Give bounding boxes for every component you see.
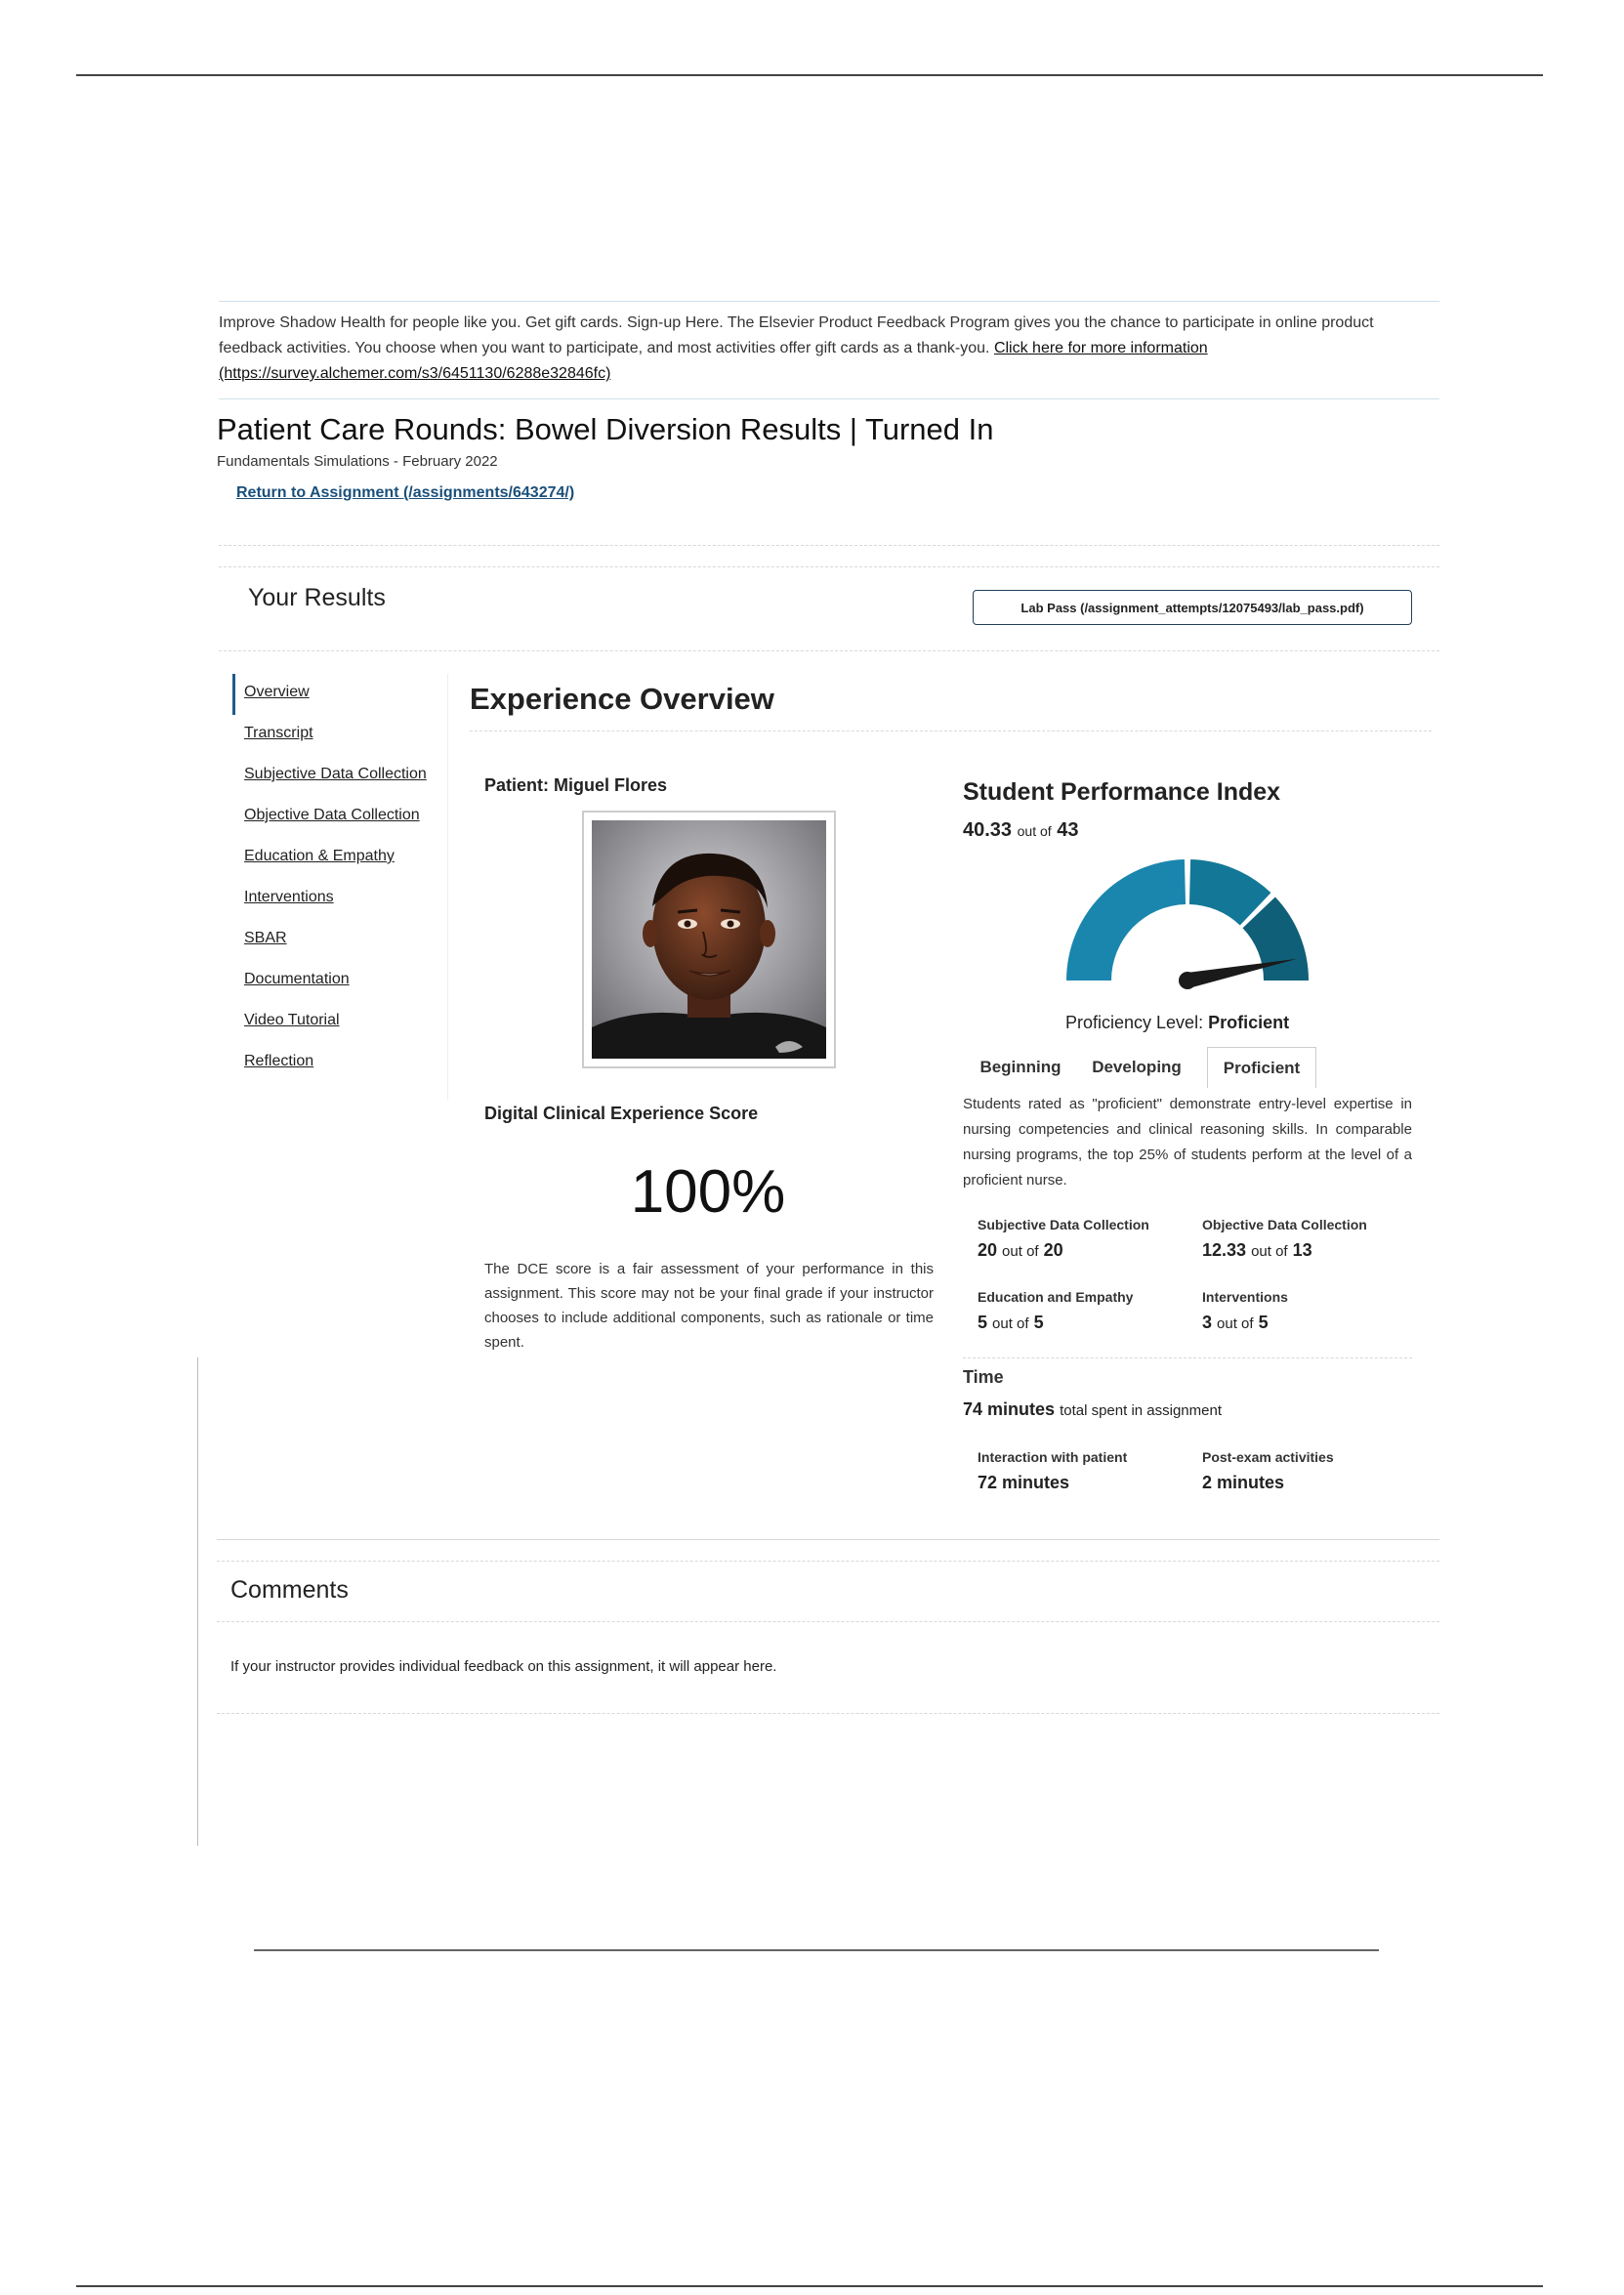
tab-proficient[interactable]: Proficient [1207,1047,1316,1088]
banner-survey-url[interactable]: (https://survey.alchemer.com/s3/6451130/6288e32846fc) [219,365,611,382]
experience-overview-title: Experience Overview [470,682,774,716]
spi-out-of: out of [1017,823,1052,839]
header-divider-1 [219,545,1439,546]
comments-divider-top [217,1539,1439,1540]
sidebar-item-sbar[interactable]: SBAR [244,930,287,946]
comments-divider-mid [217,1621,1439,1622]
metric-value-objective: 12.33 out of 13 [1202,1240,1312,1260]
overview-divider [470,730,1432,731]
results-divider [219,650,1439,651]
time-value-interaction: 72 minutes [978,1473,1070,1492]
your-results-heading: Your Results [248,584,386,611]
metric-value-education: 5 out of 5 [978,1313,1044,1332]
banner-top-divider [219,301,1439,302]
gauge-hub [1179,972,1196,989]
proficiency-label: Proficiency Level: [1065,1013,1204,1032]
time-total-suffix: total spent in assignment [1060,1402,1222,1419]
lab-pass-button[interactable]: Lab Pass (/assignment_attempts/12075493/lab_pass.pdf) [973,590,1412,625]
proficiency-gauge [1061,850,1314,1006]
time-total-value: 74 minutes [963,1399,1056,1419]
time-label-interaction: Interaction with patient [978,1449,1128,1465]
metric-value-interventions: 3 out of 5 [1202,1313,1269,1332]
patient-avatar [582,811,836,1068]
proficiency-description: Students rated as "proficient" demonstrate entry-level expertise in nursing competencies and clinical reasoning skills. In comparable nursing programs, the top 25% of students perform at the level of a proficient nurse. [963,1096,1412,1189]
footer-rule [254,1949,1379,1951]
page-title: Patient Care Rounds: Bowel Diversion Results | Turned In [217,412,994,446]
metric-label-objective: Objective Data Collection [1202,1217,1367,1232]
comments-placeholder-text: If your instructor provides individual feedback on this assignment, it will appear here. [230,1658,777,1675]
patient-portrait-image [584,813,834,1066]
dce-description: The DCE score is a fair assessment of your performance in this assignment. This score may not be your final grade if your instructor chooses to include additional components, such as rationale or time spent. [484,1261,934,1351]
sidebar-item-subjective-data[interactable]: Subjective Data Collection [244,766,427,782]
time-label-post-exam: Post-exam activities [1202,1449,1334,1465]
sidebar-item-video-tutorial[interactable]: Video Tutorial [244,1012,340,1028]
page-subtitle: Fundamentals Simulations - February 2022 [217,453,498,470]
metrics-divider [963,1357,1412,1358]
comments-heading: Comments [230,1576,349,1604]
banner-text: Improve Shadow Health for people like you. Get gift cards. Sign-up Here. The Elsevier Product Feedback Program gives you the chance to participate in online product feedback activities. You choose when you want to participate, and most activities offer gift cards as a thank-you. [219,314,1374,356]
proficiency-tabs [963,1047,1412,1088]
patient-name: Patient: Miguel Flores [484,775,668,795]
tab-beginning[interactable]: Beginning [979,1058,1062,1076]
proficiency-value: Proficient [1208,1013,1290,1032]
sidebar-item-objective-data[interactable]: Objective Data Collection [244,807,420,823]
active-indicator [232,674,235,715]
time-label: Time [963,1367,1004,1387]
gauge-segment-beginning [1066,859,1186,981]
comments-divider-bottom [217,1713,1439,1714]
spi-score-value: 40.33 [963,819,1013,841]
time-total [963,1399,1222,1420]
sidebar-item-documentation[interactable]: Documentation [244,971,350,987]
time-value-post-exam: 2 minutes [1202,1473,1285,1492]
metric-label-interventions: Interventions [1202,1289,1288,1305]
header-divider-2 [219,566,1439,567]
comments-divider-top-2 [217,1561,1439,1562]
proficiency-level [1065,1013,1289,1033]
top-rule [76,74,1543,76]
sidebar-item-interventions[interactable]: Interventions [244,889,334,905]
tab-developing[interactable]: Developing [1092,1058,1182,1076]
metric-value-subjective: 20 out of 20 [978,1240,1063,1260]
metric-label-education: Education and Empathy [978,1289,1134,1305]
return-to-assignment-link[interactable]: Return to Assignment (/assignments/643274/) [236,484,575,501]
spi-score [963,819,1078,842]
banner-bottom-divider [219,398,1439,399]
spi-title: Student Performance Index [963,778,1281,806]
sidebar-divider [447,674,448,1100]
dce-score-label: Digital Clinical Experience Score [484,1104,759,1123]
bottom-rule [76,2285,1543,2287]
left-edge-line [197,1357,198,1846]
sidebar-item-education-empathy[interactable]: Education & Empathy [244,848,395,864]
spi-max-value: 43 [1057,819,1079,841]
dce-score-value: 100% [630,1158,786,1226]
sidebar-item-transcript[interactable]: Transcript [244,725,313,741]
banner-info-link[interactable]: Click here for more information [993,340,1208,356]
sidebar-item-overview[interactable]: Overview [244,684,310,700]
sidebar-item-reflection[interactable]: Reflection [244,1053,314,1069]
metric-label-subjective: Subjective Data Collection [978,1217,1149,1232]
feedback-banner [219,311,1400,387]
